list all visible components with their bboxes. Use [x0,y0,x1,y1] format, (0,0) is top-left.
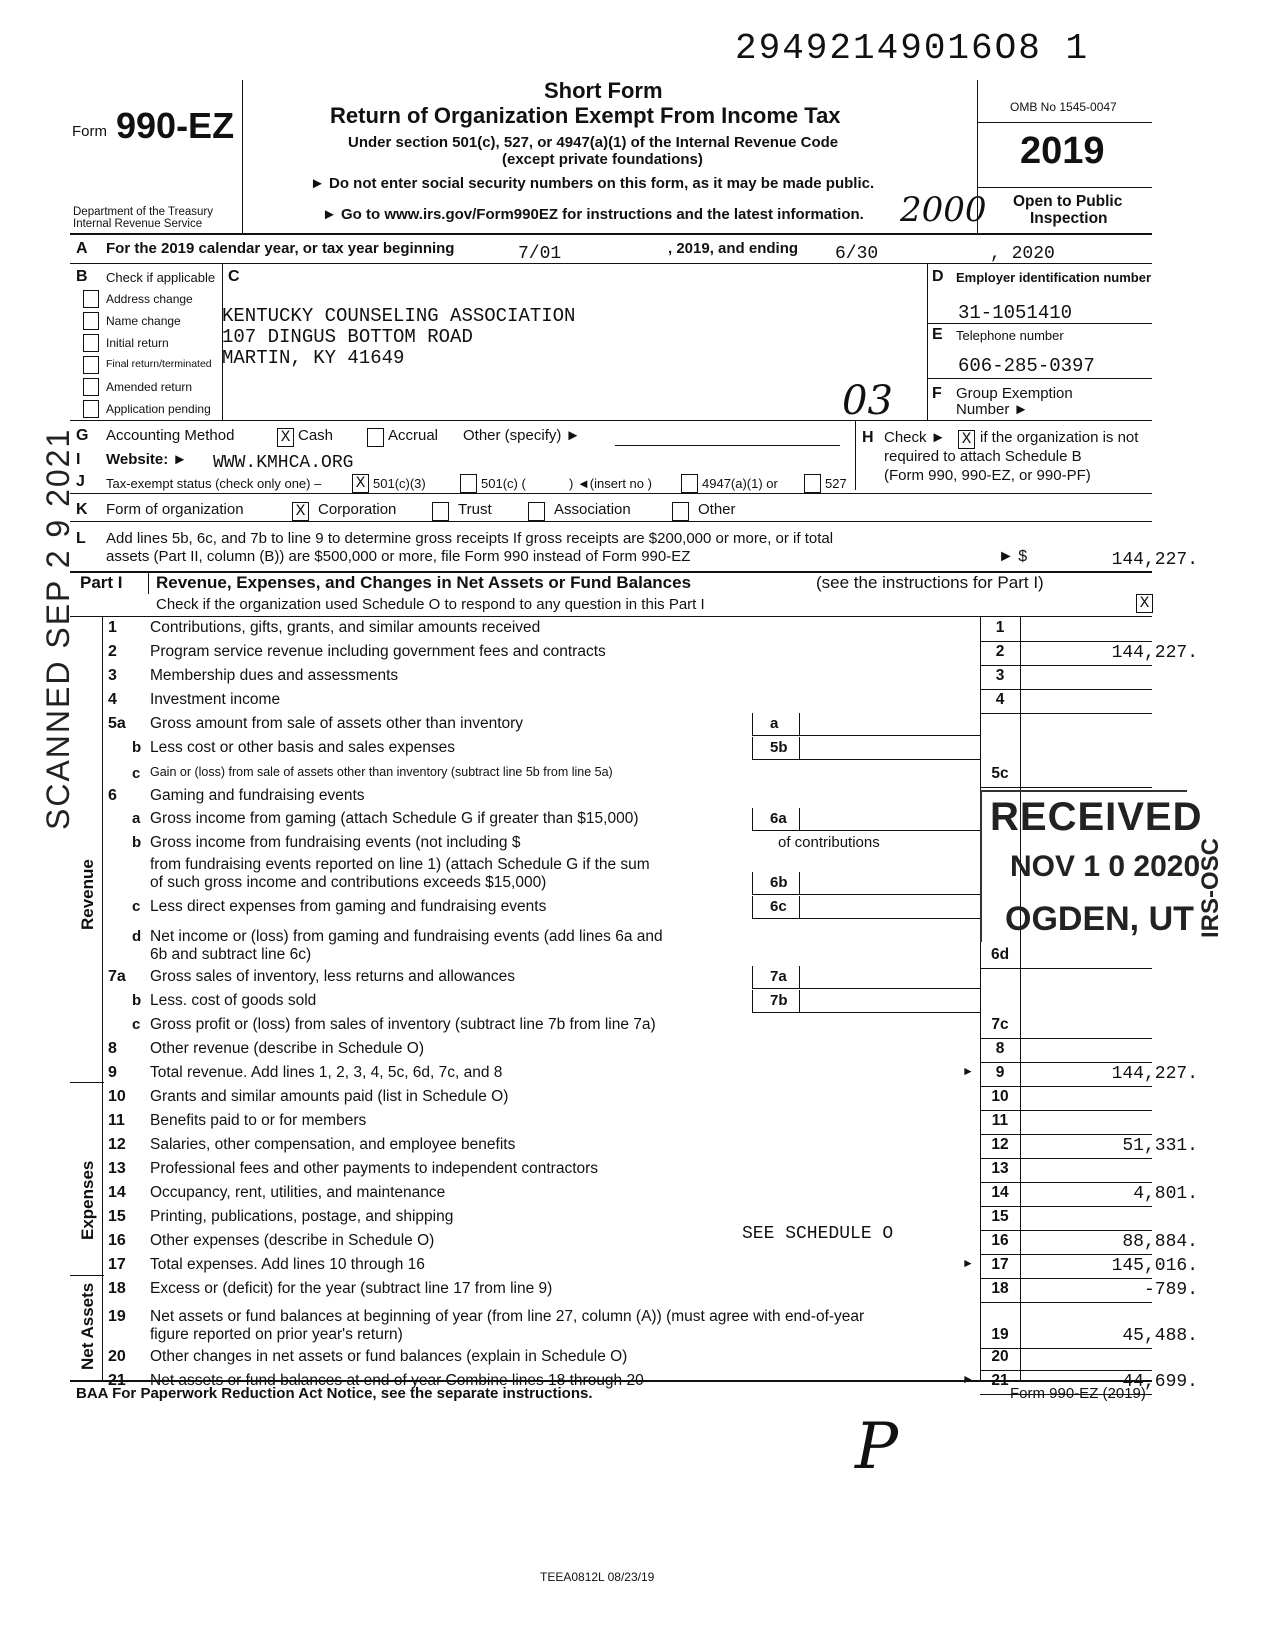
line-description: Net income or (loss) from gaming and fundraising events (add lines 6a and [150,928,663,945]
line-row [0,643,1280,668]
line-ref-number: 15 [991,1208,1009,1225]
line-c-letter: C [228,268,240,285]
check-applicable-label-3: Final return/terminated [106,358,212,370]
line-number: 2 [108,643,117,660]
dln-number: 29492149016O8 1 [735,28,1090,69]
part-1-title-note: (see the instructions for Part I) [816,573,1044,592]
line-row [0,992,1280,1017]
amount-underline [980,1206,1152,1207]
line-j-letter: J [76,473,85,490]
line-ref-number: 18 [991,1280,1009,1297]
check-applicable-label-2: Initial return [106,336,169,350]
line-l-letter: L [76,530,86,547]
line-row [0,1040,1280,1065]
line-description: Contributions, gifts, grants, and similar amounts received [150,619,541,636]
line-l-text-1: Add lines 5b, 6c, and 7b to line 9 to determine gross receipts If gross receipts are $200,000 or more, or if total [106,530,834,547]
line-ref-number: 2 [995,643,1005,660]
accrual-label: Accrual [388,427,439,444]
sub-line-entry[interactable] [798,759,980,760]
amount-underline [980,1158,1152,1159]
line-ref-number: 14 [991,1184,1009,1201]
line-a-mid: , 2019, and ending [668,240,799,257]
schedule-o-checkbox[interactable]: X [1136,594,1153,613]
other-org-checkbox[interactable] [672,502,689,521]
line-ref-number: 16 [991,1232,1009,1249]
sub-line-label: a [770,715,779,732]
527-label: 527 [825,476,847,491]
handwritten-03: 03 [842,378,893,424]
line-number: 19 [108,1308,126,1325]
amount-underline [980,1370,1152,1371]
line-description: Other changes in net assets or fund balances (explain in Schedule O) [150,1348,628,1365]
amount-underline [980,713,1152,714]
line-amount[interactable]: 51,331. [1122,1136,1198,1156]
line-ref-number: 17 [991,1256,1009,1273]
line-number: 1 [108,619,117,636]
line-ref-number: 4 [995,691,1005,708]
line-amount[interactable]: 4,801. [1133,1184,1198,1204]
sub-line-entry[interactable] [798,918,980,919]
line-row [0,1184,1280,1209]
line-number: 16 [108,1232,126,1249]
line-row [0,691,1280,716]
line-row [0,619,1280,644]
line-h-check: Check ► [884,429,946,446]
line-number: 4 [108,691,117,708]
amount-underline [980,1278,1152,1279]
form-of-org-label: Form of organization [106,501,244,518]
line-row [0,1256,1280,1281]
line-ref-number: 9 [995,1064,1005,1081]
line-number: b [132,834,142,851]
line-h-letter: H [862,429,874,446]
amount-underline [980,1254,1152,1255]
form-title: Return of Organization Exempt From Income Tax [330,103,841,128]
line-number: 14 [108,1184,126,1201]
line-number: d [132,928,142,945]
total-arrow-icon: ► [962,1372,974,1386]
line-description: Investment income [150,691,281,708]
part-1-title: Revenue, Expenses, and Changes in Net Assets or Fund Balances [156,573,692,592]
accounting-method-label: Accounting Method [106,427,235,444]
amount-underline [980,641,1152,642]
line-description: Gain or (loss) from sale of assets other than inventory (subtract line 5b from line 5a) [150,765,613,779]
line-l-text-2: assets (Part II, column (B)) are $500,000 or more, file Form 990 instead of Form 990-EZ [106,548,691,565]
sub-line-entry[interactable] [798,988,980,989]
line-description: Membership dues and assessments [150,667,399,684]
scanned-stamp: SCANNED SEP 2 9 2021 [40,427,76,830]
check-applicable-box-5[interactable] [83,400,99,418]
line-description: 6b and subtract line 6c) [150,946,312,963]
amount-underline [980,665,1152,666]
gross-receipts-amount: 144,227. [1111,550,1198,570]
line-number: 13 [108,1160,126,1177]
line-a-text: For the 2019 calendar year, or tax year beginning [106,240,455,257]
check-applicable-box-1[interactable] [83,312,99,330]
501c-checkbox[interactable] [460,474,477,493]
line-description: figure reported on prior year's return) [150,1326,403,1343]
total-arrow-icon: ► [962,1064,974,1078]
check-if-applicable: Check if applicable [106,270,216,285]
tax-year-end-year: , 2020 [990,244,1055,264]
insert-no-label: ) ◄(insert no ) [569,476,652,491]
line-description: Less cost or other basis and sales expenses [150,739,456,756]
short-form-title: Short Form [544,78,663,103]
form-reference: Form 990-EZ (2019) [1010,1385,1146,1402]
line-ref-number: 1 [995,619,1005,636]
line-description: Total revenue. Add lines 1, 2, 3, 4, 5c, 6d, 7c, and 8 [150,1064,503,1081]
line-amount[interactable]: 44,699. [1122,1372,1198,1392]
line-description: Less. cost of goods sold [150,992,317,1009]
line-row [0,1016,1280,1041]
amount-underline [980,689,1152,690]
trust-checkbox[interactable] [432,502,449,521]
amount-underline [980,1230,1152,1231]
sub-line-entry[interactable] [798,894,980,895]
line-description: Gross amount from sale of assets other than inventory [150,715,524,732]
line-number: 12 [108,1136,126,1153]
received-date-stamp: NOV 1 0 2020 [1010,850,1201,883]
line-description: Net assets or fund balances at beginning of year (from line 27, column (A)) (must agree with end-of-year [150,1308,865,1325]
sub-line-label: 7b [770,992,788,1009]
line-number: 3 [108,667,117,684]
tax-exempt-label: Tax-exempt status (check only one) – [106,476,322,491]
check-applicable-box-3[interactable] [83,356,99,374]
check-applicable-box-0[interactable] [83,290,99,308]
form-number: 990-EZ [116,105,235,146]
line-row [0,1064,1280,1089]
schedule-o-check-text: Check if the organization used Schedule O to respond to any question in this Part I [156,596,705,613]
line-ref-number: 19 [991,1326,1009,1343]
check-applicable-label-5: Application pending [106,402,211,416]
line-description: Salaries, other compensation, and employee benefits [150,1136,516,1153]
line-description: Other revenue (describe in Schedule O) [150,1040,424,1057]
line-ref-number: 3 [995,667,1005,684]
sub-line-label: 5b [770,739,788,756]
open-public: Open to Public [1013,193,1123,210]
sub-line-label: 6a [770,810,787,827]
line-ref-number: 5c [991,765,1009,782]
527-checkbox[interactable] [804,474,821,493]
line-amount[interactable]: 144,227. [1111,643,1198,663]
line-row [0,715,1280,740]
amount-underline [980,1134,1152,1135]
line-description: Gross profit or (loss) from sales of inventory (subtract line 7b from line 7a) [150,1016,656,1033]
ogden-stamp: OGDEN, UT [1005,900,1194,938]
sub-line-label: 6b [770,874,788,891]
line-amount[interactable]: 45,488. [1122,1326,1198,1346]
line-number: 21 [108,1372,126,1389]
line-ref-number: 7c [991,1016,1009,1033]
line-number: a [132,810,141,827]
line-g-letter: G [76,427,89,444]
line-amount[interactable]: 144,227. [1111,1064,1198,1084]
check-applicable-label-0: Address change [106,292,193,306]
line-d-letter: D [932,268,944,285]
revenue-side-label: Revenue [78,859,97,930]
other-method-label: Other (specify) ► [463,427,581,444]
line-ref-number: 13 [991,1160,1009,1177]
ssn-note: ► Do not enter social security numbers on this form, as it may be made public. [310,175,875,192]
part-1-label: Part I [80,573,123,592]
website-value: WWW.KMHCA.ORG [213,453,354,473]
tax-year: 2019 [1020,130,1105,172]
line-number: 7a [108,968,126,985]
association-label: Association [554,501,631,518]
received-stamp-border [980,790,1187,942]
line-extra-text: SEE SCHEDULE O [742,1224,894,1244]
line-row [0,1224,1280,1257]
group-exemption-number: Number ► [956,401,1029,418]
sub-line-entry[interactable] [798,735,980,736]
line-description: from fundraising events reported on line 1) (attach Schedule G if the sum [150,856,650,873]
line-number: c [132,898,141,915]
amount-underline [980,1062,1152,1063]
line-l-arrow: ► $ [998,548,1028,565]
line-row [0,1088,1280,1113]
line-number: 9 [108,1064,117,1081]
line-description: Gross income from gaming (attach Schedule G if greater than $15,000) [150,810,639,827]
handwritten-initial: P [855,1410,899,1484]
phone-value: 606-285-0397 [958,355,1095,377]
line-extra-text: of contributions [778,834,880,851]
line-number: 8 [108,1040,117,1057]
amount-underline [980,1086,1152,1087]
501c3-label: 501(c)(3) [373,476,426,491]
line-number: 17 [108,1256,126,1273]
line-description: Gaming and fundraising events [150,787,365,804]
line-b-letter: B [76,268,88,285]
check-applicable-label-1: Name change [106,314,181,328]
ein-value: 31-1051410 [958,302,1073,324]
line-e-letter: E [932,326,943,343]
line-h-text-3: (Form 990, 990-EZ, or 990-PF) [884,467,1091,484]
line-description: Printing, publications, postage, and shipping [150,1208,454,1225]
501c3-checkbox[interactable]: X [352,474,369,493]
4947-label: 4947(a)(1) or [702,476,778,491]
line-description: Gross sales of inventory, less returns and allowances [150,968,515,985]
line-description: Gross income from fundraising events (not including $ [150,834,521,851]
line-number: 15 [108,1208,126,1225]
line-description: Occupancy, rent, utilities, and maintenance [150,1184,446,1201]
inspection: Inspection [1030,210,1108,227]
sub-line-label: 7a [770,968,787,985]
line-description: Net assets or fund balances at end of year Combine lines 18 through 20 [150,1372,644,1389]
line-description: Excess or (deficit) for the year (subtract line 17 from line 9) [150,1280,553,1297]
line-description: Professional fees and other payments to independent contractors [150,1160,599,1177]
total-arrow-icon: ► [962,1256,974,1270]
sub-line-entry[interactable] [798,1012,980,1013]
phone-label: Telephone number [956,328,1064,343]
check-applicable-box-4[interactable] [83,378,99,396]
cash-label: Cash [298,427,334,444]
sub-line-label: 6c [770,898,787,915]
line-f-letter: F [932,385,942,402]
received-stamp: RECEIVED [990,795,1203,839]
line-ref-number: 20 [991,1348,1009,1365]
line-description: Grants and similar amounts paid (list in Schedule O) [150,1088,509,1105]
org-name: KENTUCKY COUNSELING ASSOCIATION [222,305,576,327]
corporation-checkbox[interactable]: X [292,502,309,521]
amount-underline [980,1182,1152,1183]
group-exemption-label: Group Exemption [956,385,1073,402]
line-ref-number: 8 [995,1040,1005,1057]
line-number: 11 [108,1112,125,1129]
line-row [0,1112,1280,1137]
line-amount[interactable]: -789. [1143,1280,1198,1300]
tax-year-end: 6/30 [835,244,879,264]
line-ref-number: 11 [991,1112,1009,1129]
dept-treasury: Department of the Treasury [73,206,213,218]
line-row [0,739,1280,764]
line-amount[interactable]: 88,884. [1122,1232,1198,1252]
org-city: MARTIN, KY 41649 [222,347,405,369]
501c-label: 501(c) ( [481,476,526,491]
line-k-letter: K [76,501,88,518]
amount-underline [980,1110,1152,1111]
line-h-text: if the organization is not [980,429,1139,446]
expenses-side-label: Expenses [78,1160,97,1240]
line-ref-number: 6d [990,946,1010,963]
line-description: of such gross income and contributions exceeds $15,000) [150,874,547,891]
line-description: Total expenses. Add lines 10 through 16 [150,1256,425,1273]
line-number: b [132,739,142,756]
schedule-b-checkbox[interactable]: X [958,430,975,449]
line-number: c [132,765,141,782]
line-i-letter: I [76,451,81,468]
line-ref-number: 10 [991,1088,1009,1105]
form-code: TEEA0812L 08/23/19 [540,1570,655,1584]
omb-number: OMB No 1545-0047 [1010,100,1117,114]
line-row [0,968,1280,993]
form-label: Form [72,123,107,140]
line-a-letter: A [76,240,88,257]
baa-notice: BAA For Paperwork Reduction Act Notice, see the separate instructions. [76,1385,593,1402]
cash-checkbox[interactable]: X [277,428,294,447]
ein-label: Employer identification number [956,270,1152,285]
line-ref-number: 21 [991,1372,1009,1389]
line-number: 10 [108,1088,126,1105]
line-description: Other expenses (describe in Schedule O) [150,1232,435,1249]
website-label: Website: ► [106,451,188,468]
line-number: 20 [108,1348,126,1365]
except-foundations: (except private foundations) [502,151,703,168]
other-org-label: Other [698,501,736,518]
org-address: 107 DINGUS BOTTOM ROAD [222,326,473,348]
corporation-label: Corporation [318,501,397,518]
sub-line-entry[interactable] [798,830,980,831]
amount-underline [980,1302,1152,1303]
line-number: 18 [108,1280,126,1297]
line-row [0,667,1280,692]
4947-checkbox[interactable] [681,474,698,493]
line-ref-number: 12 [991,1136,1009,1153]
line-row [0,1160,1280,1185]
line-amount[interactable]: 145,016. [1111,1256,1198,1276]
line-number: 6 [108,787,117,804]
amount-underline [980,1038,1152,1039]
line-row [0,1136,1280,1161]
goto-note: ► Go to www.irs.gov/Form990EZ for instructions and the latest information. [322,206,864,223]
under-section: Under section 501(c), 527, or 4947(a)(1) of the Internal Revenue Code [348,134,839,151]
line-description: Less direct expenses from gaming and fundraising events [150,898,547,915]
trust-label: Trust [458,501,492,518]
check-applicable-box-2[interactable] [83,334,99,352]
line-number: c [132,1016,141,1033]
line-number: 5a [108,715,126,732]
line-row [0,1280,1280,1305]
association-checkbox[interactable] [528,502,545,521]
line-number: b [132,992,142,1009]
line-row [0,1348,1280,1373]
net-assets-side-label: Net Assets [78,1282,97,1370]
handwritten-year: 2000 [900,190,987,230]
line-description: Program service revenue including government fees and contracts [150,643,606,660]
irs-osc-stamp: IRS-OSC [1197,837,1224,938]
tax-year-begin: 7/01 [518,244,562,264]
check-applicable-label-4: Amended return [106,380,193,394]
line-h-text-2: required to attach Schedule B [884,448,1082,465]
accrual-checkbox[interactable] [367,428,384,447]
irs-label: Internal Revenue Service [73,218,203,230]
line-description: Benefits paid to or for members [150,1112,367,1129]
line-row [0,1208,1280,1233]
